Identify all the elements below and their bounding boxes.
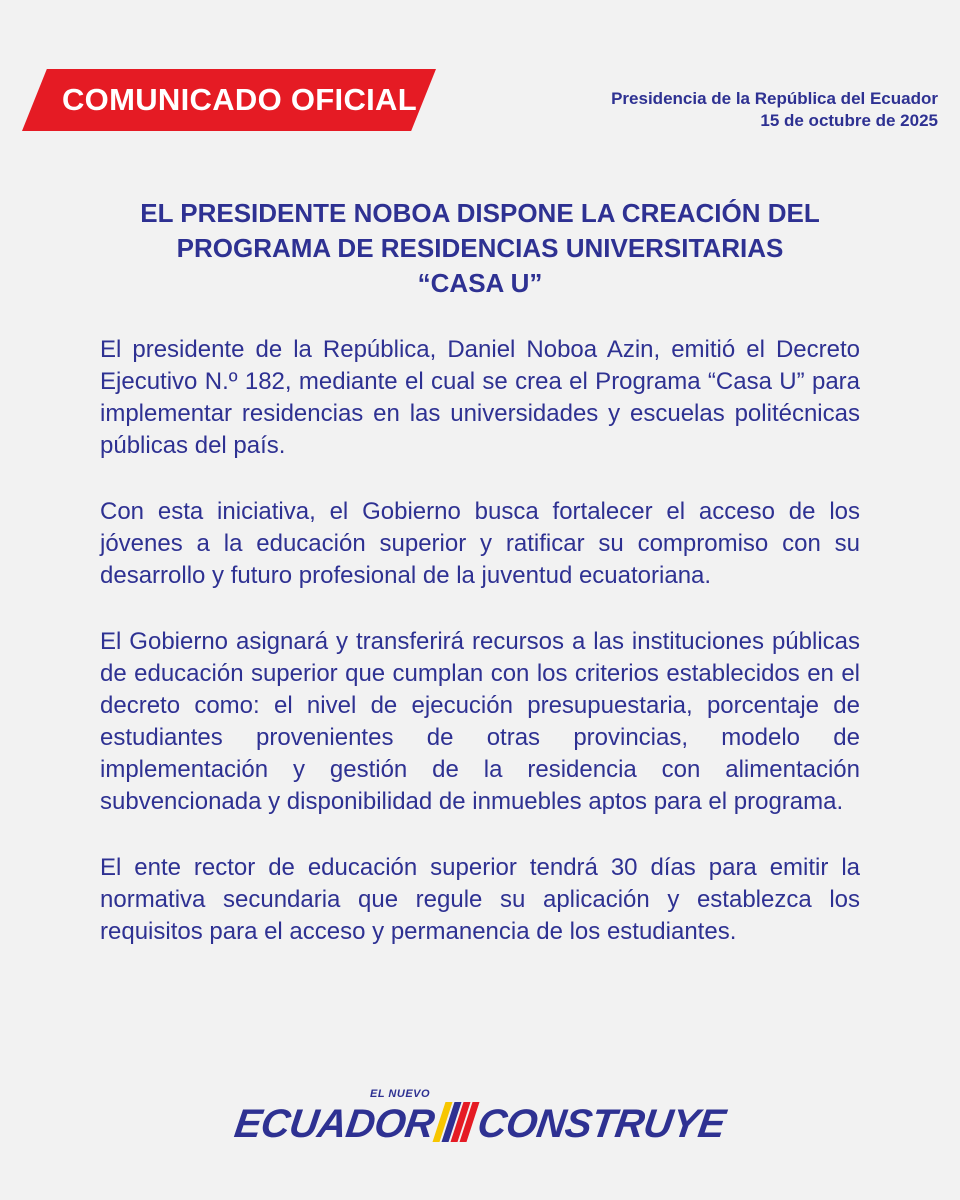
logo-small-text: EL NUEVO <box>370 1088 431 1100</box>
paragraph: El presidente de la República, Daniel Noboa Azin, emitió el Decreto Ejecutivo N.º 182, mediante el cual se crea el Programa “Casa U” para implementar residencias en las universidades y escuelas politécnicas públicas del país. <box>100 336 860 459</box>
banner-title: COMUNICADO OFICIAL <box>62 82 417 117</box>
header-info <box>611 88 938 132</box>
logo-left-group <box>232 1088 438 1146</box>
headline-line: “CASA U” <box>417 268 543 298</box>
release-date: 15 de octubre de 2025 <box>760 111 938 130</box>
logo-word-construye: CONSTRUYE <box>474 1102 728 1146</box>
paragraph: Con esta iniciativa, el Gobierno busca fortalecer el acceso de los jóvenes a la educación superior y ratificar su compromiso con su desarrollo y futuro profesional de la juventud ecuatoriana. <box>100 498 860 589</box>
body-text <box>100 334 860 982</box>
headline-line: PROGRAMA DE RESIDENCIAS UNIVERSITARIAS <box>176 233 784 263</box>
paragraph: El ente rector de educación superior tendrá 30 días para emitir la normativa secundaria que regule su aplicación y establezca los requisitos para el acceso y permanencia de los estudiantes. <box>100 854 860 945</box>
paragraph: El Gobierno asignará y transferirá recursos a las instituciones públicas de educación superior que cumplan con los criterios establecidos en el decreto como: el nivel de ejecución presupuestaria, porcentaje de estudiantes provenientes de otras provincias, modelo de implementación y gestión de la residencia con alimentación subvencionada y disponibilidad de inmuebles aptos para el programa. <box>100 628 860 815</box>
headline <box>60 196 900 301</box>
headline-line: EL PRESIDENTE NOBOA DISPONE LA CREACIÓN DEL <box>140 198 820 228</box>
logo-word-ecuador: ECUADOR <box>232 1102 438 1146</box>
slogan-logo <box>232 1088 728 1146</box>
footer-logo <box>0 1088 960 1146</box>
flag-stripes-icon <box>438 1102 474 1142</box>
institution-name: Presidencia de la República del Ecuador <box>611 89 938 108</box>
